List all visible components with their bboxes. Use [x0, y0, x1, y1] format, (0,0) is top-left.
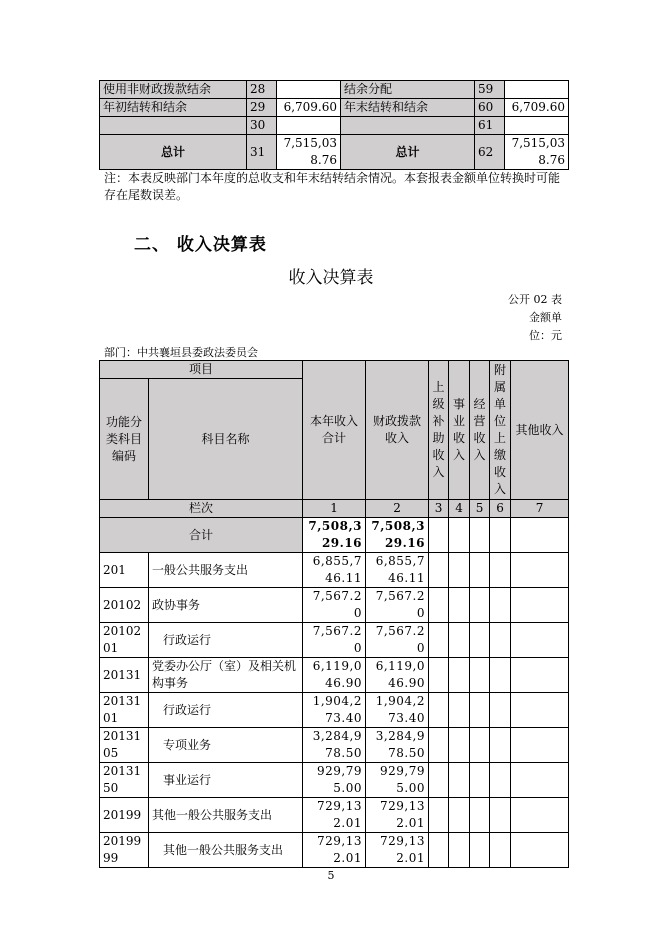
empty-cell	[511, 623, 569, 658]
annual-income-total: 1,904,273.40	[303, 693, 366, 728]
function-code: 2019999	[100, 833, 149, 868]
empty-cell	[490, 553, 511, 588]
fiscal-appropriation-income: 7,567.20	[366, 588, 429, 623]
empty-cell	[449, 763, 470, 798]
table-row	[100, 693, 569, 728]
col-number: 4	[449, 500, 470, 518]
empty-cell	[490, 588, 511, 623]
empty-cell	[511, 553, 569, 588]
empty-cell	[429, 588, 449, 623]
col-number: 7	[511, 500, 569, 518]
empty-cell	[511, 693, 569, 728]
empty-cell	[470, 763, 490, 798]
table-row	[100, 798, 569, 833]
empty-cell	[511, 658, 569, 693]
subject-name: 党委办公厅（室）及相关机构事务	[149, 658, 303, 693]
header-code: 功能分类科目编码	[100, 379, 149, 500]
empty-cell	[470, 693, 490, 728]
fiscal-appropriation-income: 729,132.01	[366, 798, 429, 833]
empty-cell	[429, 728, 449, 763]
function-code: 2013150	[100, 763, 149, 798]
empty-cell	[511, 728, 569, 763]
function-code: 2013105	[100, 728, 149, 763]
right-value	[505, 81, 569, 99]
empty-cell	[490, 798, 511, 833]
form-code-label: 公开 02 表	[508, 293, 562, 306]
right-label: 年末结转和结余	[341, 99, 475, 117]
empty-cell	[470, 658, 490, 693]
empty-cell	[470, 728, 490, 763]
left-label	[100, 117, 247, 135]
subject-name: 行政运行	[149, 623, 303, 658]
table-row	[100, 588, 569, 623]
summary-row	[100, 117, 569, 135]
annual-income-total: 729,132.01	[303, 798, 366, 833]
empty-cell	[449, 588, 470, 623]
sum-label: 合计	[100, 518, 303, 553]
section-heading: 二、 收入决算表	[134, 235, 267, 255]
empty-cell	[490, 658, 511, 693]
table-row	[100, 553, 569, 588]
header-business: 事业收入	[449, 361, 470, 500]
left-line-no: 28	[247, 81, 277, 99]
empty-cell	[511, 763, 569, 798]
empty-cell	[490, 623, 511, 658]
total-left-line-no: 31	[247, 135, 277, 170]
subject-name: 行政运行	[149, 693, 303, 728]
total-left-value: 7,515,038.76	[277, 135, 341, 170]
function-code: 2013101	[100, 693, 149, 728]
right-line-no: 59	[475, 81, 505, 99]
summary-row	[100, 81, 569, 99]
header-fiscal: 财政拨款收入	[366, 361, 429, 500]
right-value	[505, 117, 569, 135]
empty-cell	[429, 623, 449, 658]
summary-row	[100, 99, 569, 117]
empty-cell	[429, 833, 449, 868]
empty-cell	[511, 833, 569, 868]
function-code: 20102	[100, 588, 149, 623]
left-label: 使用非财政拨款结余	[100, 81, 247, 99]
empty-cell	[490, 693, 511, 728]
left-line-no: 30	[247, 117, 277, 135]
subject-name: 事业运行	[149, 763, 303, 798]
empty-cell	[470, 553, 490, 588]
annual-income-total: 7,567.20	[303, 623, 366, 658]
empty-cell	[449, 623, 470, 658]
function-code: 20199	[100, 798, 149, 833]
annual-income-total: 7,567.20	[303, 588, 366, 623]
total-right-label: 总计	[341, 135, 475, 170]
left-value: 6,709.60	[277, 99, 341, 117]
empty-cell	[511, 588, 569, 623]
sum-row	[100, 518, 569, 553]
right-line-no: 61	[475, 117, 505, 135]
empty-cell	[449, 728, 470, 763]
left-value	[277, 81, 341, 99]
header-operating: 经营收入	[470, 361, 490, 500]
col-number: 1	[303, 500, 366, 518]
empty-cell	[429, 763, 449, 798]
empty-cell	[490, 833, 511, 868]
right-label	[341, 117, 475, 135]
total-left-label: 总计	[100, 135, 247, 170]
subject-name: 政协事务	[149, 588, 303, 623]
empty-cell	[449, 658, 470, 693]
form-code	[508, 291, 562, 345]
right-label: 结余分配	[341, 81, 475, 99]
header-upper: 上级补助收入	[429, 361, 449, 500]
right-value: 6,709.60	[505, 99, 569, 117]
sum-fiscal: 7,508,329.16	[366, 518, 429, 553]
subject-name: 其他一般公共服务支出	[149, 833, 303, 868]
right-line-no: 60	[475, 99, 505, 117]
function-code: 2010201	[100, 623, 149, 658]
summary-total-row	[100, 135, 569, 170]
empty-cell	[449, 553, 470, 588]
annual-income-total: 3,284,978.50	[303, 728, 366, 763]
left-line-no: 29	[247, 99, 277, 117]
header-other: 其他收入	[511, 361, 569, 500]
page-number: 5	[327, 869, 335, 882]
header-item: 项目	[100, 361, 303, 379]
empty-cell	[449, 798, 470, 833]
annual-income-total: 729,132.01	[303, 833, 366, 868]
fiscal-appropriation-income: 6,119,046.90	[366, 658, 429, 693]
subject-name: 专项业务	[149, 728, 303, 763]
table-note: 注：本表反映部门本年度的总收支和年末结转结余情况。本套报表金额单位转换时可能存在尾数误差。	[104, 171, 561, 202]
table-row	[100, 763, 569, 798]
header-total: 本年收入合计	[303, 361, 366, 500]
subject-name: 一般公共服务支出	[149, 553, 303, 588]
function-code: 201	[100, 553, 149, 588]
left-value	[277, 117, 341, 135]
unit-label: 金额单位：元	[529, 311, 562, 342]
sum-total: 7,508,329.16	[303, 518, 366, 553]
column-number-row	[100, 500, 569, 518]
fiscal-appropriation-income: 1,904,273.40	[366, 693, 429, 728]
subject-name: 其他一般公共服务支出	[149, 798, 303, 833]
fiscal-appropriation-income: 6,855,746.11	[366, 553, 429, 588]
empty-cell	[511, 798, 569, 833]
header-row-1	[100, 361, 569, 379]
department-label: 部门：中共襄垣县委政法委员会	[104, 346, 258, 359]
empty-cell	[429, 693, 449, 728]
col-number: 2	[366, 500, 429, 518]
table-row	[100, 833, 569, 868]
empty-cell	[490, 728, 511, 763]
header-lanci: 栏次	[100, 500, 303, 518]
empty-cell	[449, 693, 470, 728]
annual-income-total: 6,855,746.11	[303, 553, 366, 588]
left-label: 年初结转和结余	[100, 99, 247, 117]
empty-cell	[470, 833, 490, 868]
table-row	[100, 728, 569, 763]
fiscal-appropriation-income: 929,795.00	[366, 763, 429, 798]
empty-cell	[490, 763, 511, 798]
income-table	[99, 360, 569, 868]
annual-income-total: 6,119,046.90	[303, 658, 366, 693]
total-right-value: 7,515,038.76	[505, 135, 569, 170]
col-number: 6	[490, 500, 511, 518]
total-right-line-no: 62	[475, 135, 505, 170]
empty-cell	[429, 658, 449, 693]
table-row	[100, 623, 569, 658]
table-title: 收入决算表	[288, 268, 374, 288]
col-number: 5	[470, 500, 490, 518]
empty-cell	[429, 798, 449, 833]
col-number: 3	[429, 500, 449, 518]
empty-cell	[470, 623, 490, 658]
empty-cell	[429, 553, 449, 588]
fiscal-appropriation-income: 3,284,978.50	[366, 728, 429, 763]
function-code: 20131	[100, 658, 149, 693]
table-row	[100, 658, 569, 693]
annual-income-total: 929,795.00	[303, 763, 366, 798]
empty-cell	[470, 588, 490, 623]
header-affiliated: 附属单位上缴收入	[490, 361, 511, 500]
fiscal-appropriation-income: 7,567.20	[366, 623, 429, 658]
header-name: 科目名称	[149, 379, 303, 500]
empty-cell	[470, 798, 490, 833]
summary-table-continuation	[99, 80, 569, 170]
empty-cell	[449, 833, 470, 868]
fiscal-appropriation-income: 729,132.01	[366, 833, 429, 868]
